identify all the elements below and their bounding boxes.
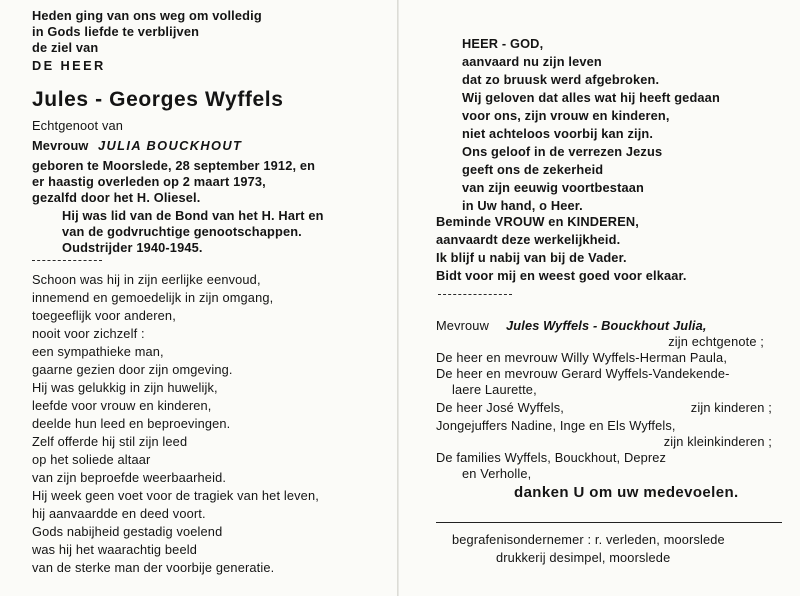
farewell-line: Bidt voor mij en weest goed voor elkaar. (436, 268, 687, 283)
prayer-line: Ons geloof in de verrezen Jezus (462, 144, 663, 159)
biography-line: geboren te Moorslede, 28 september 1912, en (32, 158, 316, 173)
spouse-name: JULIA BOUCKHOUT (98, 138, 243, 153)
biography-line: er haastig overleden op 2 maart 1973, (32, 174, 266, 189)
farewell-line: Beminde VROUW en KINDEREN, (436, 214, 639, 229)
prayer-line: HEER - GOD, (462, 36, 544, 51)
prayer-line: Wij geloven dat alles wat hij heeft gedaan (462, 90, 720, 105)
poem-line: van zijn beproefde weerbaarheid. (32, 470, 227, 485)
poem-line: hij aanvaardde en deed voort. (32, 506, 206, 521)
membership-line: Oudstrijder 1940-1945. (62, 240, 203, 255)
poem-line: Hij was gelukkig in zijn huwelijk, (32, 380, 218, 395)
prayer-line: geeft ons de zekerheid (462, 162, 604, 177)
footer-divider (436, 522, 782, 523)
child-line: De heer en mevrouw Willy Wyffels-Herman Paula, (436, 350, 728, 365)
prayer-line: dat zo bruusk werd afgebroken. (462, 72, 660, 87)
child-line: De heer José Wyffels, (436, 400, 564, 415)
child-line: De heer en mevrouw Gerard Wyffels-Vandekende- (436, 366, 730, 381)
poem-line: deelde hun leed en beproevingen. (32, 416, 231, 431)
poem-line: nooit voor zichzelf : (32, 326, 145, 341)
widow-prefix: Mevrouw (436, 318, 489, 333)
membership-line: van de godvruchtige genootschappen. (62, 224, 302, 239)
widow-name: Jules Wyffels - Bouckhout Julia, (506, 318, 707, 333)
poem-line: Schoon was hij in zijn eerlijke eenvoud, (32, 272, 261, 287)
poem-line: van de sterke man der voorbije generatie. (32, 560, 275, 575)
poem-line: was hij het waarachtig beeld (32, 542, 197, 557)
grandchildren-line: Jongejuffers Nadine, Inge en Els Wyffels, (436, 418, 676, 433)
prayer-line: niet achteloos voorbij kan zijn. (462, 126, 654, 141)
intro-line: Heden ging van ons weg om volledig (32, 8, 262, 23)
poem-line: Gods nabijheid gestadig voelend (32, 524, 223, 539)
prayer-line: van zijn eeuwig voortbestaan (462, 180, 644, 195)
poem-line: Hij week geen voet voor de tragiek van het leven, (32, 488, 319, 503)
section-divider (438, 294, 512, 295)
membership-line: Hij was lid van de Bond van het H. Hart en (62, 208, 324, 223)
deceased-name: Jules - Georges Wyffels (32, 88, 284, 111)
undertaker-line: begrafenisondernemer : r. verleden, moorslede (452, 532, 725, 547)
spouse-intro: Echtgenoot van (32, 118, 124, 133)
poem-line: gaarne gezien door zijn omgeving. (32, 362, 233, 377)
spouse-prefix: Mevrouw (32, 138, 89, 153)
grandchildren-role: zijn kleinkinderen ; (663, 434, 772, 449)
farewell-line: aanvaardt deze werkelijkheid. (436, 232, 621, 247)
prayer-line: in Uw hand, o Heer. (462, 198, 583, 213)
child-line: laere Laurette, (452, 382, 537, 397)
families-line: De families Wyffels, Bouckhout, Deprez (436, 450, 667, 465)
intro-line: in Gods liefde te verblijven (32, 24, 200, 39)
poem-line: innemend en gemoedelijk in zijn omgang, (32, 290, 274, 305)
card-fold (397, 0, 399, 596)
poem-line: een sympathieke man, (32, 344, 164, 359)
thanks-line: danken U om uw medevoelen. (514, 484, 739, 501)
printer-line: drukkerij desimpel, moorslede (496, 550, 671, 565)
children-role: zijn kinderen ; (690, 400, 772, 415)
poem-line: toegeeflijk voor anderen, (32, 308, 176, 323)
section-divider (32, 260, 102, 261)
biography-line: gezalfd door het H. Oliesel. (32, 190, 201, 205)
poem-line: Zelf offerde hij stil zijn leed (32, 434, 188, 449)
prayer-line: voor ons, zijn vrouw en kinderen, (462, 108, 670, 123)
intro-line: de ziel van (32, 40, 99, 55)
poem-line: leefde voor vrouw en kinderen, (32, 398, 212, 413)
families-line: en Verholle, (462, 466, 532, 481)
prayer-line: aanvaard nu zijn leven (462, 54, 602, 69)
farewell-line: Ik blijf u nabij van bij de Vader. (436, 250, 627, 265)
poem-line: op het soliede altaar (32, 452, 151, 467)
widow-role: zijn echtgenote ; (668, 334, 764, 349)
title-heer: DE HEER (32, 58, 106, 73)
